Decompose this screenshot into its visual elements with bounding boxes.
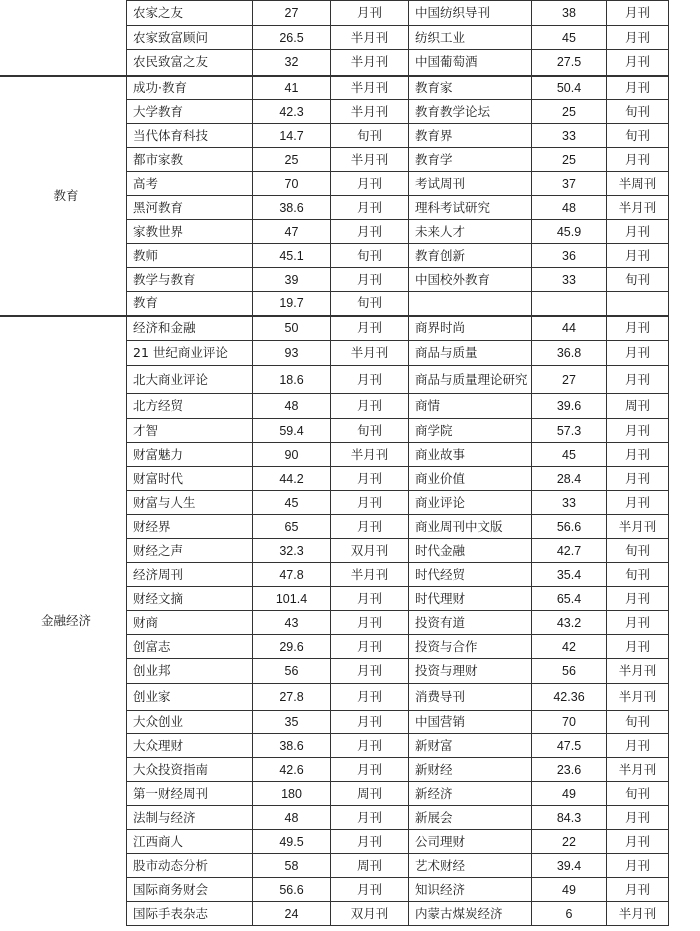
frequency-value-cell: 月刊 bbox=[331, 635, 409, 659]
magazine-name-cell: 考试周刊 bbox=[409, 172, 532, 196]
magazine-name-cell: 教育教学论坛 bbox=[409, 100, 532, 124]
price-value-cell bbox=[532, 292, 607, 316]
frequency-value-cell: 半月刊 bbox=[331, 443, 409, 467]
frequency-value-cell: 半月刊 bbox=[607, 196, 669, 220]
frequency-value-cell bbox=[607, 292, 669, 316]
frequency-value-cell: 双月刊 bbox=[331, 539, 409, 563]
magazine-name-cell: 商业故事 bbox=[409, 443, 532, 467]
frequency-value-cell: 周刊 bbox=[331, 782, 409, 806]
magazine-name-cell bbox=[409, 292, 532, 316]
price-value-cell: 43 bbox=[253, 611, 331, 635]
magazine-name-cell: 农民致富之友 bbox=[127, 50, 253, 76]
price-value-cell: 93 bbox=[253, 341, 331, 366]
frequency-value-cell: 旬刊 bbox=[331, 292, 409, 316]
magazine-name-cell: 新财富 bbox=[409, 734, 532, 758]
magazine-name-cell: 财富时代 bbox=[127, 467, 253, 491]
price-value-cell: 23.6 bbox=[532, 758, 607, 782]
price-value-cell: 25 bbox=[532, 148, 607, 172]
magazine-name-cell: 当代体育科技 bbox=[127, 124, 253, 148]
magazine-name-cell: 财经文摘 bbox=[127, 587, 253, 611]
price-value-cell: 47.5 bbox=[532, 734, 607, 758]
magazine-name-cell: 都市家教 bbox=[127, 148, 253, 172]
magazine-name-cell: 大众投资指南 bbox=[127, 758, 253, 782]
magazine-name-cell: 商业周刊中文版 bbox=[409, 515, 532, 539]
frequency-value-cell: 月刊 bbox=[331, 684, 409, 711]
frequency-value-cell: 月刊 bbox=[331, 878, 409, 902]
price-value-cell: 50.4 bbox=[532, 76, 607, 100]
frequency-value-cell: 月刊 bbox=[607, 316, 669, 341]
magazine-name-cell: 消费导刊 bbox=[409, 684, 532, 711]
frequency-value-cell: 月刊 bbox=[331, 734, 409, 758]
magazine-name-cell: 新财经 bbox=[409, 758, 532, 782]
price-value-cell: 32.3 bbox=[253, 539, 331, 563]
frequency-value-cell: 月刊 bbox=[331, 491, 409, 515]
frequency-value-cell: 月刊 bbox=[331, 659, 409, 684]
magazine-name-cell: 法制与经济 bbox=[127, 806, 253, 830]
magazine-name-cell: 北大商业评论 bbox=[127, 366, 253, 394]
price-value-cell: 48 bbox=[532, 196, 607, 220]
magazine-name-cell: 经济周刊 bbox=[127, 563, 253, 587]
frequency-value-cell: 月刊 bbox=[607, 1, 669, 26]
frequency-value-cell: 月刊 bbox=[331, 366, 409, 394]
frequency-value-cell: 月刊 bbox=[607, 467, 669, 491]
price-value-cell: 38.6 bbox=[253, 196, 331, 220]
price-value-cell: 49.5 bbox=[253, 830, 331, 854]
frequency-value-cell: 半月刊 bbox=[331, 50, 409, 76]
frequency-value-cell: 月刊 bbox=[331, 220, 409, 244]
frequency-value-cell: 月刊 bbox=[331, 515, 409, 539]
frequency-value-cell: 旬刊 bbox=[607, 268, 669, 292]
frequency-value-cell: 半月刊 bbox=[607, 684, 669, 711]
frequency-value-cell: 旬刊 bbox=[607, 100, 669, 124]
magazine-name-cell: 大学教育 bbox=[127, 100, 253, 124]
frequency-value-cell: 半月刊 bbox=[331, 26, 409, 50]
magazine-name-cell: 国际手表杂志 bbox=[127, 902, 253, 926]
frequency-value-cell: 月刊 bbox=[607, 878, 669, 902]
frequency-value-cell: 双月刊 bbox=[331, 902, 409, 926]
frequency-value-cell: 月刊 bbox=[607, 635, 669, 659]
magazine-name-cell: 中国校外教育 bbox=[409, 268, 532, 292]
price-value-cell: 24 bbox=[253, 902, 331, 926]
frequency-value-cell: 半月刊 bbox=[607, 758, 669, 782]
frequency-value-cell: 旬刊 bbox=[607, 563, 669, 587]
magazine-name-cell: 时代理财 bbox=[409, 587, 532, 611]
price-value-cell: 59.4 bbox=[253, 419, 331, 443]
magazine-name-cell: 21 世纪商业评论 bbox=[127, 341, 253, 366]
frequency-value-cell: 月刊 bbox=[607, 734, 669, 758]
price-value-cell: 45.1 bbox=[253, 244, 331, 268]
price-value-cell: 29.6 bbox=[253, 635, 331, 659]
magazine-name-cell: 黑河教育 bbox=[127, 196, 253, 220]
frequency-value-cell: 月刊 bbox=[607, 419, 669, 443]
magazine-name-cell: 财商 bbox=[127, 611, 253, 635]
magazine-name-cell: 投资与合作 bbox=[409, 635, 532, 659]
frequency-value-cell: 月刊 bbox=[607, 148, 669, 172]
price-value-cell: 56 bbox=[253, 659, 331, 684]
frequency-value-cell: 月刊 bbox=[607, 244, 669, 268]
price-value-cell: 50 bbox=[253, 316, 331, 341]
price-value-cell: 43.2 bbox=[532, 611, 607, 635]
category-label: 教育 bbox=[53, 187, 79, 203]
price-value-cell: 45 bbox=[253, 491, 331, 515]
frequency-value-cell: 旬刊 bbox=[607, 782, 669, 806]
magazine-name-cell: 商情 bbox=[409, 394, 532, 419]
frequency-value-cell: 月刊 bbox=[607, 220, 669, 244]
magazine-name-cell: 新经济 bbox=[409, 782, 532, 806]
frequency-value-cell: 月刊 bbox=[331, 806, 409, 830]
frequency-value-cell: 半月刊 bbox=[331, 100, 409, 124]
price-value-cell: 42.6 bbox=[253, 758, 331, 782]
price-value-cell: 33 bbox=[532, 124, 607, 148]
price-value-cell: 47.8 bbox=[253, 563, 331, 587]
frequency-value-cell: 月刊 bbox=[607, 76, 669, 100]
price-value-cell: 56.6 bbox=[532, 515, 607, 539]
frequency-value-cell: 月刊 bbox=[331, 172, 409, 196]
frequency-value-cell: 月刊 bbox=[331, 611, 409, 635]
price-value-cell: 56.6 bbox=[253, 878, 331, 902]
magazine-name-cell: 公司理财 bbox=[409, 830, 532, 854]
price-value-cell: 45.9 bbox=[532, 220, 607, 244]
frequency-value-cell: 月刊 bbox=[607, 854, 669, 878]
frequency-value-cell: 月刊 bbox=[607, 830, 669, 854]
magazine-name-cell: 商品与质量理论研究 bbox=[409, 366, 532, 394]
magazine-name-cell: 商学院 bbox=[409, 419, 532, 443]
magazine-name-cell: 时代金融 bbox=[409, 539, 532, 563]
magazine-name-cell: 高考 bbox=[127, 172, 253, 196]
magazine-name-cell: 艺术财经 bbox=[409, 854, 532, 878]
price-value-cell: 90 bbox=[253, 443, 331, 467]
price-value-cell: 39.4 bbox=[532, 854, 607, 878]
frequency-value-cell: 月刊 bbox=[331, 587, 409, 611]
frequency-value-cell: 周刊 bbox=[331, 854, 409, 878]
frequency-value-cell: 月刊 bbox=[331, 830, 409, 854]
price-value-cell: 84.3 bbox=[532, 806, 607, 830]
magazine-name-cell: 股市动态分析 bbox=[127, 854, 253, 878]
magazine-name-cell: 财富与人生 bbox=[127, 491, 253, 515]
magazine-name-cell: 教育 bbox=[127, 292, 253, 316]
price-value-cell: 33 bbox=[532, 491, 607, 515]
magazine-name-cell: 投资与理财 bbox=[409, 659, 532, 684]
magazine-name-cell: 商界时尚 bbox=[409, 316, 532, 341]
magazine-name-cell: 投资有道 bbox=[409, 611, 532, 635]
magazine-name-cell: 大众理财 bbox=[127, 734, 253, 758]
price-value-cell: 6 bbox=[532, 902, 607, 926]
price-value-cell: 45 bbox=[532, 443, 607, 467]
price-value-cell: 27.5 bbox=[532, 50, 607, 76]
magazine-name-cell: 第一财经周刊 bbox=[127, 782, 253, 806]
price-value-cell: 42.36 bbox=[532, 684, 607, 711]
price-value-cell: 27 bbox=[253, 1, 331, 26]
magazine-name-cell: 家教世界 bbox=[127, 220, 253, 244]
magazine-name-cell: 内蒙古煤炭经济 bbox=[409, 902, 532, 926]
price-value-cell: 65.4 bbox=[532, 587, 607, 611]
frequency-value-cell: 半月刊 bbox=[607, 902, 669, 926]
magazine-name-cell: 经济和金融 bbox=[127, 316, 253, 341]
frequency-value-cell: 月刊 bbox=[607, 491, 669, 515]
magazine-name-cell: 北方经贸 bbox=[127, 394, 253, 419]
magazine-name-cell: 教育界 bbox=[409, 124, 532, 148]
magazine-name-cell: 大众创业 bbox=[127, 711, 253, 734]
magazine-name-cell: 创业邦 bbox=[127, 659, 253, 684]
frequency-value-cell: 半月刊 bbox=[331, 76, 409, 100]
price-value-cell: 25 bbox=[532, 100, 607, 124]
price-value-cell: 22 bbox=[532, 830, 607, 854]
price-value-cell: 36 bbox=[532, 244, 607, 268]
price-value-cell: 70 bbox=[532, 711, 607, 734]
price-value-cell: 35.4 bbox=[532, 563, 607, 587]
magazine-name-cell: 农家致富顾问 bbox=[127, 26, 253, 50]
price-value-cell: 101.4 bbox=[253, 587, 331, 611]
frequency-value-cell: 月刊 bbox=[607, 341, 669, 366]
price-value-cell: 57.3 bbox=[532, 419, 607, 443]
magazine-name-cell: 中国营销 bbox=[409, 711, 532, 734]
category-label: 金融经济 bbox=[40, 613, 91, 628]
price-value-cell: 65 bbox=[253, 515, 331, 539]
magazine-name-cell: 江西商人 bbox=[127, 830, 253, 854]
magazine-name-cell: 中国纺织导刊 bbox=[409, 1, 532, 26]
frequency-value-cell: 半月刊 bbox=[331, 148, 409, 172]
frequency-value-cell: 半月刊 bbox=[607, 659, 669, 684]
table-row bbox=[0, 76, 669, 100]
frequency-value-cell: 旬刊 bbox=[607, 124, 669, 148]
magazine-name-cell: 财经界 bbox=[127, 515, 253, 539]
magazine-name-cell: 未来人才 bbox=[409, 220, 532, 244]
price-value-cell: 44.2 bbox=[253, 467, 331, 491]
frequency-value-cell: 月刊 bbox=[607, 50, 669, 76]
price-value-cell: 33 bbox=[532, 268, 607, 292]
magazine-name-cell: 教育学 bbox=[409, 148, 532, 172]
magazine-name-cell: 新展会 bbox=[409, 806, 532, 830]
price-value-cell: 56 bbox=[532, 659, 607, 684]
magazine-name-cell: 财经之声 bbox=[127, 539, 253, 563]
price-value-cell: 70 bbox=[253, 172, 331, 196]
frequency-value-cell: 旬刊 bbox=[607, 711, 669, 734]
magazine-name-cell: 农家之友 bbox=[127, 1, 253, 26]
magazine-name-cell: 国际商务财会 bbox=[127, 878, 253, 902]
price-value-cell: 48 bbox=[253, 394, 331, 419]
frequency-value-cell: 半周刊 bbox=[607, 172, 669, 196]
magazine-name-cell: 中国葡萄酒 bbox=[409, 50, 532, 76]
price-value-cell: 37 bbox=[532, 172, 607, 196]
magazine-name-cell: 教师 bbox=[127, 244, 253, 268]
frequency-value-cell: 月刊 bbox=[331, 394, 409, 419]
magazine-name-cell: 成功·教育 bbox=[127, 76, 253, 100]
frequency-value-cell: 月刊 bbox=[331, 316, 409, 341]
magazine-name-cell: 财富魅力 bbox=[127, 443, 253, 467]
frequency-value-cell: 月刊 bbox=[607, 611, 669, 635]
price-value-cell: 36.8 bbox=[532, 341, 607, 366]
price-value-cell: 42.7 bbox=[532, 539, 607, 563]
price-value-cell: 38 bbox=[532, 1, 607, 26]
magazine-name-cell: 创富志 bbox=[127, 635, 253, 659]
price-value-cell: 49 bbox=[532, 878, 607, 902]
magazine-name-cell: 时代经贸 bbox=[409, 563, 532, 587]
frequency-value-cell: 月刊 bbox=[607, 806, 669, 830]
price-value-cell: 39 bbox=[253, 268, 331, 292]
price-value-cell: 26.5 bbox=[253, 26, 331, 50]
magazine-table-body bbox=[0, 1, 669, 926]
price-value-cell: 18.6 bbox=[253, 366, 331, 394]
magazine-name-cell: 才智 bbox=[127, 419, 253, 443]
price-value-cell: 35 bbox=[253, 711, 331, 734]
price-value-cell: 39.6 bbox=[532, 394, 607, 419]
magazine-name-cell: 商业价值 bbox=[409, 467, 532, 491]
category-cell bbox=[0, 316, 127, 926]
table-row bbox=[0, 1, 669, 26]
price-value-cell: 45 bbox=[532, 26, 607, 50]
price-value-cell: 42.3 bbox=[253, 100, 331, 124]
price-value-cell: 25 bbox=[253, 148, 331, 172]
price-value-cell: 27.8 bbox=[253, 684, 331, 711]
price-value-cell: 49 bbox=[532, 782, 607, 806]
magazine-name-cell: 知识经济 bbox=[409, 878, 532, 902]
price-value-cell: 42 bbox=[532, 635, 607, 659]
frequency-value-cell: 月刊 bbox=[331, 196, 409, 220]
frequency-value-cell: 半月刊 bbox=[331, 563, 409, 587]
frequency-value-cell: 月刊 bbox=[607, 26, 669, 50]
price-value-cell: 44 bbox=[532, 316, 607, 341]
price-value-cell: 32 bbox=[253, 50, 331, 76]
magazine-name-cell: 纺织工业 bbox=[409, 26, 532, 50]
category-cell bbox=[0, 76, 127, 316]
frequency-value-cell: 月刊 bbox=[331, 1, 409, 26]
frequency-value-cell: 旬刊 bbox=[331, 419, 409, 443]
frequency-value-cell: 半月刊 bbox=[331, 341, 409, 366]
frequency-value-cell: 周刊 bbox=[607, 394, 669, 419]
price-value-cell: 48 bbox=[253, 806, 331, 830]
frequency-value-cell: 旬刊 bbox=[607, 539, 669, 563]
price-value-cell: 38.6 bbox=[253, 734, 331, 758]
frequency-value-cell: 旬刊 bbox=[331, 244, 409, 268]
magazine-name-cell: 理科考试研究 bbox=[409, 196, 532, 220]
price-value-cell: 27 bbox=[532, 366, 607, 394]
table-row bbox=[0, 316, 669, 341]
frequency-value-cell: 旬刊 bbox=[331, 124, 409, 148]
price-value-cell: 41 bbox=[253, 76, 331, 100]
price-value-cell: 180 bbox=[253, 782, 331, 806]
magazine-name-cell: 教学与教育 bbox=[127, 268, 253, 292]
price-value-cell: 58 bbox=[253, 854, 331, 878]
frequency-value-cell: 月刊 bbox=[607, 443, 669, 467]
magazine-name-cell: 教育创新 bbox=[409, 244, 532, 268]
price-value-cell: 19.7 bbox=[253, 292, 331, 316]
magazine-name-cell: 商业评论 bbox=[409, 491, 532, 515]
category-cell bbox=[0, 1, 127, 76]
magazine-name-cell: 教育家 bbox=[409, 76, 532, 100]
frequency-value-cell: 月刊 bbox=[607, 587, 669, 611]
frequency-value-cell: 月刊 bbox=[331, 467, 409, 491]
price-value-cell: 14.7 bbox=[253, 124, 331, 148]
frequency-value-cell: 月刊 bbox=[331, 711, 409, 734]
magazine-name-cell: 创业家 bbox=[127, 684, 253, 711]
frequency-value-cell: 月刊 bbox=[331, 758, 409, 782]
magazine-name-cell: 商品与质量 bbox=[409, 341, 532, 366]
price-value-cell: 28.4 bbox=[532, 467, 607, 491]
price-value-cell: 47 bbox=[253, 220, 331, 244]
frequency-value-cell: 月刊 bbox=[331, 268, 409, 292]
frequency-value-cell: 半月刊 bbox=[607, 515, 669, 539]
frequency-value-cell: 月刊 bbox=[607, 366, 669, 394]
